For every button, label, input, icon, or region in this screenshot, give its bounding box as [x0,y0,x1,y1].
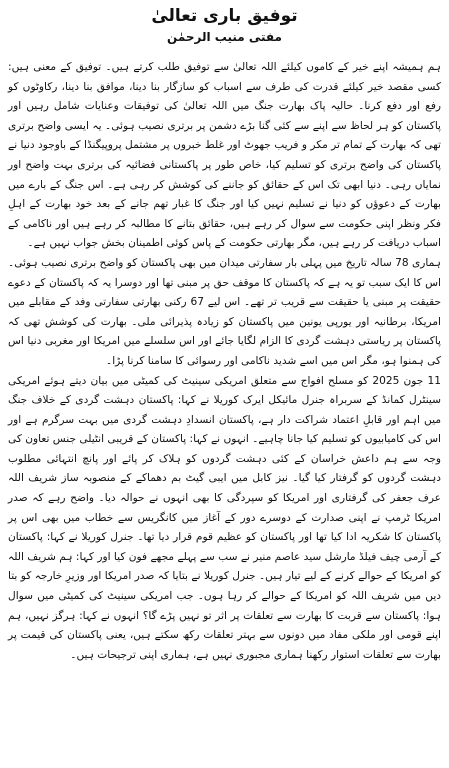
article-paragraph: ہماری 78 سالہ تاریخ میں پہلی بار سفارتی میدان میں بھی پاکستان کو واضح برتری نصیب ہوئی۔ اس کا ایک سبب تو یہ ہے کہ پاکستان کا موقف حق پر مبنی تھا اور دوسرا یہ کہ پاکستان کے دعوے حقیقت پر مبنی یا حقیقت سے قریب تر تھے۔ اس لیے 67 رکنی بھارتی سفارتی وفد کے مقابلے میں امریکا، برطانیہ اور یورپی یونین میں پاکستان کو زیادہ پذیرائی ملی۔ بھارت کی کوشش تھی کہ پاکستان پر ریاستی دہشت گردی کا الزام لگایا جائے اور اس سلسلے میں امریکا اور مغربی دنیا اس کی ہمنوا ہو، مگر اس میں اسے شدید ناکامی اور رسوائی کا سامنا کرنا پڑا۔ [8,256,441,367]
article-paragraph: 11 جون 2025 کو مسلح افواج سے متعلق امریکی سینیٹ کی کمیٹی میں بیان دیتے ہوئے امریکی سینٹرل کمانڈ کے سربراہ جنرل مائیکل ایرک کوریلا نے کہا: پاکستان دہشت گردی کے خلاف جنگ میں اہم اور قابلِ اعتماد شراکت دار ہے، پاکستان انسدادِ دہشت گردی میں بہت سرگرم ہے اور اس کی کامیابیوں کو تسلیم کیا جانا چاہیے۔ انہوں نے کہا: پاکستان کے قریبی انٹیلی جنس تعاون کی وجہ سے ہم داعش خراسان کے کئی دہشت گردوں کو ہلاک کر پائے اور پانچ انتہائی مطلوب دہشت گردوں کو گرفتار کیا گیا۔ نیز کابل میں ایبی گیٹ بم دھماکے کے منصوبہ ساز شریف اللہ عرف جعفر کی گرفتاری اور امریکا کو سپردگی کا بھی انہوں نے حوالہ دیا۔ واضح رہے کہ صدر امریکا ٹرمپ نے اپنی صدارت کے دوسرے دور کے آغاز میں کانگریس سے خطاب میں بھی اس پر پاکستان کا شکریہ ادا کیا تھا اور پاکستان کو عظیم قوم قرار دیا تھا۔ جنرل کوریلا نے کہا: پاکستان کے آرمی چیف فیلڈ مارشل سید عاصم منیر نے سب سے پہلے مجھے فون کیا اور کہا: ہم شریف اللہ کو امریکا کے حوالے کرنے کے لیے تیار ہیں۔ جنرل کوریلا نے بتایا کہ صدر امریکا اور وزیرِ خارجہ کو بتا دیں میں شریف اللہ کو امریکا کے حوالے کر رہا ہوں۔ جب امریکی سینیٹ کی کمیٹی میں سوال ہوا: پاکستان سے قربت کا بھارت سے تعلقات پر اثر تو نہیں پڑے گا؟ انہوں نے کہا: ہرگز نہیں، ہم اپنے قومی اور ملکی مفاد میں دونوں سے بہتر تعلقات رکھ سکتے ہیں، یعنی پاکستان کی قیمت پر بھارت سے تعلقات استوار رکھنا ہماری مجبوری نہیں ہے، ہماری اپنی ترجیحات ہیں۔ [8,374,441,661]
author-byline: مفتی منیب الرحمٰن [167,30,282,44]
article-body [8,58,441,665]
article-paragraph: ہم ہمیشہ اپنے خیر کے کاموں کیلئے اللہ تعالیٰ سے توفیق طلب کرتے ہیں۔ توفیق کے معنی ہیں: کسی مقصد خیر کیلئے قدرت کی طرف سے اسباب کو سازگار بنا دینا، موافق بنا دینا، رکاوٹوں کو رفع اور دفع کرنا۔ حالیہ پاک بھارت جنگ میں اللہ تعالیٰ کی توفیقات وعنایات شامل رہیں اور پاکستان کو ہر لحاظ سے اپنے سے کئی گنا بڑے دشمن پر برتری نصیب ہوئی۔ یہ ایسی واضح برتری تھی کہ بھارت کے تمام تر مکر و فریب جھوٹ اور غلط خبروں پر مشتمل پروپیگنڈا کے باوجود دنیا نے پاکستان کی واضح برتری کو تسلیم کیا، خاص طور پر پاکستانی فضائیہ کی برتری بہت واضح اور نمایاں رہی۔ دنیا ابھی تک اس کے حقائق کو جاننے کی کوشش کر رہی ہے۔ اس جنگ کے بارے میں بھارت کے دعوؤں کو دنیا نے تسلیم نہیں کیا اور جنگ کا غبار تھم جانے کے بعد خود بھارت کے اہلِ فکر ونظر اپنی حکومت سے سوال کر رہے ہیں، حقائق بتانے کا مطالبہ کر رہے ہیں اور ناکامی کے اسباب دریافت کر رہے ہیں، مگر بھارتی حکومت کے پاس کوئی اطمینان بخش جواب نہیں ہے۔ [8,61,441,250]
article-title: توفیق باری تعالیٰ [151,6,298,26]
